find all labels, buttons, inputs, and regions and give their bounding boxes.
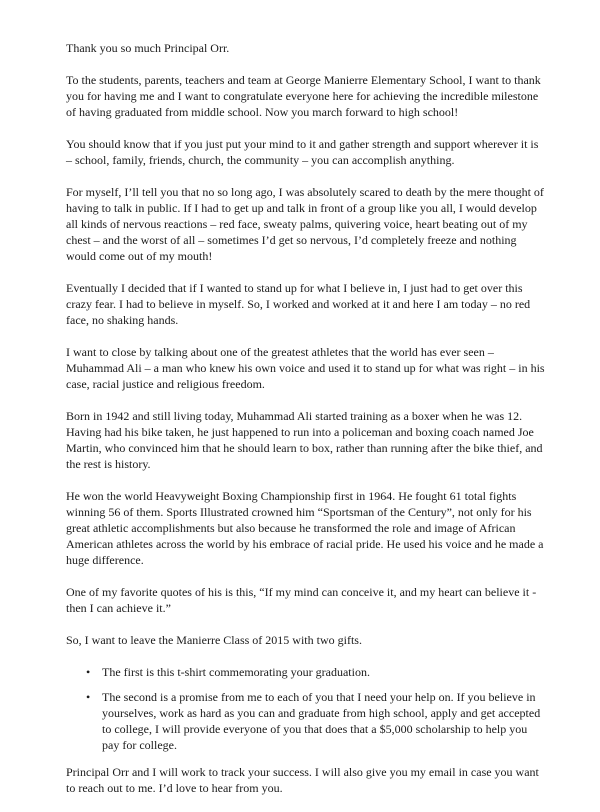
paragraph-ali-championship: He won the world Heavyweight Boxing Championship first in 1964. He fought 61 total fights winning 56 of them. Sports Illustrated crowned him “Sportsman of the Century”, not only for his great athletic accomplishments but also because he transformed the role and image of African American athletes across the world by his embrace of racial pride. He used his voice and he made a huge difference.	[66, 489, 544, 567]
paragraph-congratulations: To the students, parents, teachers and team at George Manierre Elementary School, I want to thank you for having me and I want to congratulate everyone here for achieving the incredible milestone of having graduated from middle school. Now you march forward to high school!	[66, 73, 541, 119]
paragraph-ali-early-life: Born in 1942 and still living today, Muhammad Ali started training as a boxer when he was 12. Having had his bike taken, he just happened to run into a policeman and boxing coach named Joe Martin, who convinced him that he should learn to box, rather than running after the bike thief, and the rest is history.	[66, 409, 543, 471]
paragraph-two-gifts: So, I want to leave the Manierre Class of 2015 with two gifts.	[66, 633, 362, 647]
paragraph-accomplish-anything: You should know that if you just put your mind to it and gather strength and support wherever it is – school, family, friends, church, the community – you can accomplish anything.	[66, 137, 539, 167]
bullet-icon: •	[86, 665, 91, 679]
list-item	[66, 664, 546, 680]
speech-letter	[66, 40, 546, 812]
paragraph-thanks: Thank you so much Principal Orr.	[66, 41, 230, 55]
paragraph-fear-of-speaking: For myself, I’ll tell you that no so long ago, I was absolutely scared to death by the mere thought of having to talk in public. If I had to get up and talk in front of a group like you all, I would develop all kinds of nervous reactions – red face, sweaty palms, quivering voice, heart beating out of my chest – and the worst of all – sometimes I’d get so nervous, I’d completely freeze and nothing would come out of my mouth!	[66, 185, 544, 263]
bullet-icon: •	[86, 690, 91, 704]
list-item	[66, 689, 546, 753]
gift-text: The second is a promise from me to each of you that I need your help on. If you believe in yourselves, work as hard as you can and graduate from high school, apply and get accepted to college, I will provide everyone of you that does that a $5,000 scholarship to help you pay for college.	[102, 690, 541, 752]
paragraph-favorite-quote: One of my favorite quotes of his is this, “If my mind can conceive it, and my heart can believe it - then I can achieve it.”	[66, 585, 537, 615]
gift-text: The first is this t-shirt commemorating your graduation.	[102, 665, 370, 679]
paragraph-overcoming-fear: Eventually I decided that if I wanted to stand up for what I believe in, I just had to get over this crazy fear. I had to believe in myself. So, I worked and worked at it and here I am today – no red face, no shaking hands.	[66, 281, 531, 327]
paragraph-closing: Principal Orr and I will work to track your success. I will also give you my email in case you want to reach out to me. I’d love to hear from you.	[66, 765, 539, 795]
paragraph-muhammad-ali-intro: I want to close by talking about one of the greatest athletes that the world has ever seen – Muhammad Ali – a man who knew his own voice and used it to stand up for what was right – in his case, racial justice and religious freedom.	[66, 345, 545, 391]
gifts-list	[66, 664, 546, 753]
